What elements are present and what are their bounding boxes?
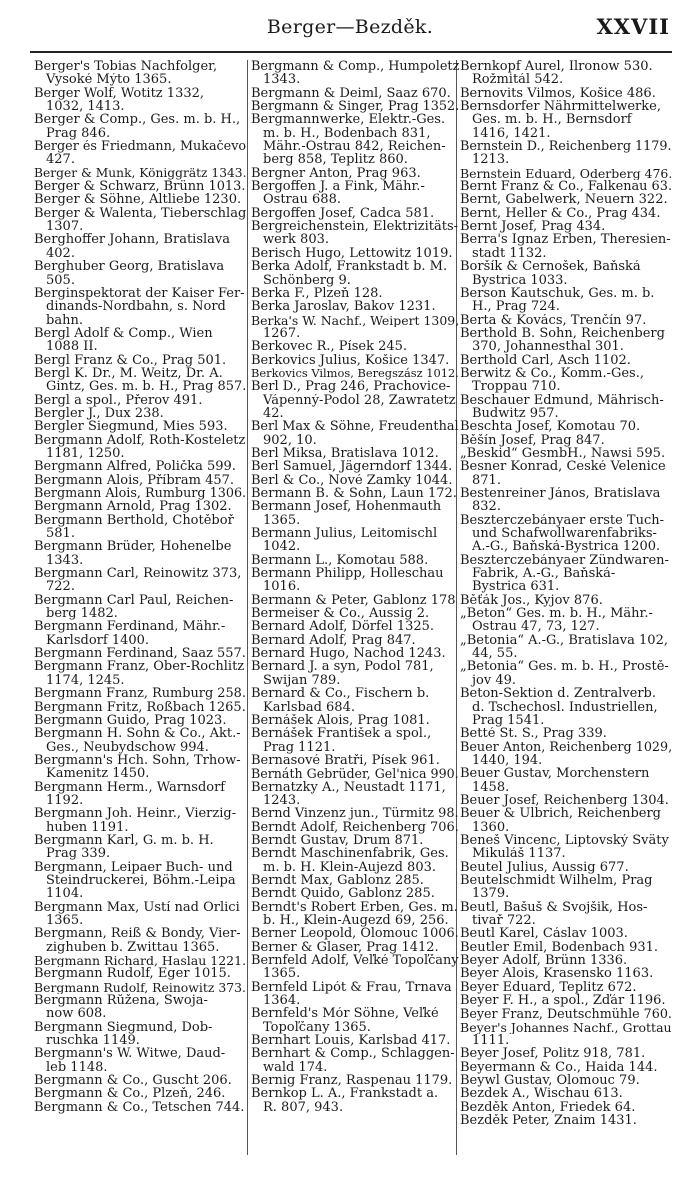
entry-line: Bergmann Herm., Warnsdorf: [34, 780, 226, 794]
entry-line: Berwitz & Co., Komm.-Ges.,: [460, 366, 644, 381]
entry-line: Bernt, Heller & Co., Prag 434.: [460, 206, 661, 221]
entry-line: Beuer Josef, Reichenberg 1304.: [460, 793, 669, 808]
entry-line: „Betonia“ Ges. m. b. H., Prostě-: [460, 660, 669, 674]
entry-line: Berger és Friedmann, Mukačevo: [34, 140, 246, 154]
entry-line: „Beskid“ GesmbH., Nawsi 595.: [460, 446, 666, 461]
directory-column-3: [460, 60, 672, 1128]
entry-continuation-line: 1343.: [263, 73, 301, 87]
entry-continuation-line: 1243.: [263, 793, 301, 808]
entry-continuation-line: 42.: [263, 406, 284, 421]
entry-line: Bergmann, Leipaer Buch- und: [34, 860, 233, 874]
entry-continuation-line: now 608.: [46, 1007, 107, 1021]
entry-line: Bergmann Berthold, Chotěboř: [34, 513, 234, 528]
entry-line: Bergmann Carl, Reinowitz 373,: [34, 567, 242, 581]
entry-line: Bernard & Co., Fischern b.: [251, 687, 430, 701]
entry-continuation-line: Prag 339.: [46, 847, 111, 861]
entry-line: Bergmann Arnold, Prag 1302.: [34, 500, 232, 514]
entry-line: Berl Miksa, Bratislava 1012.: [251, 446, 439, 461]
entry-line: Bergmann Guido, Prag 1023.: [34, 713, 227, 728]
entry-line: Bernsdorfer Nährmittelwerke,: [460, 100, 661, 114]
entry-line: Bergmann Franz, Rumburg 258.: [34, 687, 246, 701]
entry-continuation-line: Gintz, Ges. m. b. H., Prag 857.: [46, 380, 246, 394]
entry-line: Beszterczebányaer erste Tuch-: [460, 513, 665, 528]
entry-line: Beyermann & Co., Haida 144.: [460, 1060, 658, 1075]
entry-line: Beuer & Ulbrich, Reichenberg: [460, 807, 661, 821]
entry-continuation-line: 1042.: [263, 540, 301, 554]
page-header: [30, 12, 670, 52]
entry-continuation-line: R. 807, 943.: [263, 1100, 344, 1115]
entry-continuation-line: werk 803.: [263, 233, 329, 247]
entry-line: Berger's Tobias Nachfolger,: [34, 60, 218, 74]
entry-continuation-line: 1440, 194.: [472, 753, 543, 768]
entry-line: Berger & Comp., Ges. m. b. H.,: [34, 113, 241, 127]
entry-line: Bernard Adolf, Dörfel 1325.: [251, 620, 435, 634]
entry-line: Berta & Kovács, Trenčín 97.: [460, 313, 647, 327]
entry-line: Bermann Philipp, Holleschau: [251, 567, 444, 581]
entry-line: Berka Adolf, Frankstadt b. M.: [251, 260, 448, 274]
entry-continuation-line: Mikuláš 1137.: [472, 847, 566, 861]
entry-line: Bergmann Rudolf, Reinowitz 373.: [34, 980, 246, 995]
entry-continuation-line: Ostrau 688.: [263, 193, 341, 207]
entry-continuation-line: m. b. H., Bodenbach 831,: [263, 126, 431, 141]
entry-continuation-line: Prag 1541.: [472, 713, 545, 728]
entry-continuation-line: 1365.: [46, 914, 84, 928]
entry-line: Berkovics Vilmos, Beregszász 1012.: [251, 366, 459, 380]
entry-line: Bergmann Alois, Rumburg 1306.: [34, 487, 246, 501]
entry-line: Berkovics Julius, Košice 1347.: [251, 353, 450, 367]
entry-line: Berl & Co., Nové Zamky 1044.: [251, 473, 453, 487]
entry-line: Beyer Adolf, Brünn 1336.: [460, 954, 628, 968]
entry-continuation-line: Troppau 710.: [472, 380, 561, 394]
entry-continuation-line: Rožmitál 542.: [472, 73, 564, 87]
entry-line: Bernard Hugo, Nachod 1243.: [251, 647, 446, 661]
entry-line: Bernatzky A., Neustadt 1171,: [251, 780, 446, 794]
entry-continuation-line: m. b. H. Klein-Aujezd 803.: [263, 860, 436, 874]
entry-continuation-line: jov 49.: [472, 673, 517, 688]
entry-line: Beyer Alois, Krasensko 1163.: [460, 967, 654, 981]
entry-line: Bergmann Karl, G. m. b. H.: [34, 833, 214, 848]
entry-line: Bernt Josef, Prag 434.: [460, 220, 606, 234]
entry-line: Bernard J. a syn, Podol 781,: [251, 660, 434, 674]
entry-line: Bernáth Gebrüder, Gel'nica 990.: [251, 767, 459, 781]
entry-line: Berthold B. Sohn, Reichenberg: [460, 326, 665, 341]
entry-line: Bergmann & Co., Tetschen 744.: [34, 1100, 245, 1115]
entry-line: Besner Konrad, České Velenice: [460, 460, 666, 474]
entry-line: Beutler Emil, Bodenbach 931.: [460, 940, 659, 955]
entry-line: Bermann B. & Sohn, Laun 172.: [251, 487, 457, 501]
entry-line: Bergmann & Singer, Prag 1352.: [251, 100, 459, 114]
entry-line: Bezděk Peter, Znaim 1431.: [460, 1114, 637, 1128]
entry-continuation-line: 1365.: [263, 967, 301, 981]
entry-continuation-line: Ges., Neubydschow 994.: [46, 740, 209, 754]
entry-line: Bergmann Joh. Heinr., Vierzig-: [34, 807, 237, 821]
entry-line: Bergmann & Co., Guscht 206.: [34, 1074, 232, 1088]
entry-line: Berger & Munk, Königgrätz 1343.: [34, 166, 246, 180]
entry-line: Bernstein Eduard, Oderberg 476.: [460, 166, 672, 181]
entry-continuation-line: Mähr.-Ostrau 842, Reichen-: [263, 140, 446, 154]
directory-column-2: [251, 60, 459, 1114]
entry-line: Berger & Söhne, Altliebe 1230.: [34, 193, 242, 207]
entry-line: Berndt Quido, Gablonz 285.: [251, 887, 435, 901]
entry-continuation-line: Swijan 789.: [263, 673, 341, 688]
entry-line: Beyer F. H., a spol., Žďár 1196.: [460, 994, 666, 1008]
entry-line: Bernášek František a spol.,: [251, 727, 432, 741]
entry-line: Bernfeld Adolf, Veľké Topoľčany: [251, 954, 459, 968]
entry-line: Bergmann Carl Paul, Reichen-: [34, 593, 234, 608]
entry-line: Bergl K. Dr., M. Weitz, Dr. A.: [34, 366, 223, 381]
entry-line: Bernig Franz, Raspenau 1179.: [251, 1074, 453, 1088]
entry-line: Bermann L., Komotau 588.: [251, 553, 429, 568]
entry-line: Berger & Schwarz, Brünn 1013.: [34, 180, 246, 194]
entry-line: Bernfeld Lipót & Frau, Trnava: [251, 980, 452, 995]
entry-continuation-line: Vápenný-Podol 28, Zawratetz: [263, 393, 456, 407]
entry-line: Berndt Maschinenfabrik, Ges.: [251, 847, 449, 861]
entry-line: Berger & Walenta, Tieberschlag: [34, 206, 246, 221]
entry-continuation-line: Bystrica 631.: [472, 580, 560, 594]
entry-continuation-line: b. H., Klein-Augezd 69, 256.: [263, 914, 449, 928]
entry-continuation-line: Budwitz 957.: [472, 406, 559, 421]
entry-continuation-line: ruschka 1149.: [46, 1034, 140, 1048]
entry-continuation-line: wald 174.: [263, 1060, 328, 1075]
entry-line: Beneš Vincenc, Liptovský Sväty: [460, 833, 669, 848]
entry-line: Bergler Siegmund, Mies 593.: [34, 420, 228, 434]
entry-line: Bergmann & Deiml, Saaz 670.: [251, 86, 451, 101]
entry-continuation-line: berg 858, Teplitz 860.: [263, 153, 408, 167]
entry-continuation-line: 1379.: [472, 887, 510, 901]
entry-continuation-line: 871.: [472, 473, 501, 487]
entry-line: Bergmannwerke, Elektr.-Ges.: [251, 113, 446, 127]
entry-continuation-line: und Schafwollwarenfabriks-: [472, 527, 657, 541]
entry-line: Bernfeld's Mór Söhne, Veľké: [251, 1007, 439, 1021]
entry-continuation-line: 1307.: [46, 220, 84, 234]
entry-line: Bernovits Vilmos, Košice 486.: [460, 86, 656, 101]
entry-line: Bergmann & Comp., Humpoletz: [251, 60, 459, 74]
entry-line: Bergoffen Josef, Čadca 581.: [251, 206, 435, 221]
entry-continuation-line: 1181, 1250.: [46, 446, 125, 461]
entry-line: Berka F., Plzeň 128.: [251, 286, 383, 301]
entry-line: Berner Leopold, Olomouc 1006.: [251, 927, 459, 941]
entry-line: Bergmann Adolf, Roth-Kosteletz: [34, 433, 246, 447]
entry-line: Bergmann Richard, Haslau 1221.: [34, 954, 246, 968]
entry-line: Bernt Franz & Co., Falkenau 63.: [460, 180, 672, 194]
entry-line: Bergner Anton, Prag 963.: [251, 166, 421, 181]
entry-line: Berson Kautschuk, Ges. m. b.: [460, 286, 655, 301]
entry-line: Bernkopf Aurel, Ilronow 530.: [460, 60, 653, 74]
entry-line: Beszterczebányaer Zündwaren-: [460, 553, 669, 568]
entry-continuation-line: d. Tschechosl. Industriellen,: [472, 700, 658, 714]
entry-continuation-line: H., Prag 724.: [472, 300, 560, 314]
entry-line: Bernd Vinzenz jun., Türmitz 98.: [251, 807, 459, 821]
directory-column-1: [34, 60, 246, 1114]
entry-line: Bezdek A., Wischau 613.: [460, 1087, 623, 1101]
entry-continuation-line: 1416, 1421.: [472, 126, 551, 141]
entry-line: Beyer Josef, Politz 918, 781.: [460, 1047, 646, 1061]
entry-continuation-line: 1343.: [46, 553, 84, 568]
entry-continuation-line: zighuben b. Zwittau 1365.: [46, 940, 220, 955]
entry-line: Bernhart Louis, Karlsbad 417.: [251, 1034, 451, 1048]
entry-continuation-line: berg 1482.: [46, 607, 118, 621]
entry-continuation-line: bahn.: [46, 313, 83, 327]
entry-continuation-line: 1267.: [263, 326, 301, 341]
entry-line: Beyer's Johannes Nachf., Grottau: [460, 1020, 672, 1035]
entry-line: Bermann & Peter, Gablonz 178: [251, 593, 456, 608]
entry-line: Bergmann Alfred, Polička 599.: [34, 460, 236, 474]
entry-line: Bergoffen J. a Fink, Mähr.-: [251, 180, 425, 194]
entry-continuation-line: 1365.: [263, 513, 301, 528]
entry-line: Bergler J., Dux 238.: [34, 406, 164, 421]
entry-line: Berka's W. Nachf., Weipert 1309,: [251, 313, 459, 327]
entry-line: Beschta Josef, Komotau 70.: [460, 420, 641, 434]
entry-line: Beutelschmidt Wilhelm, Prag: [460, 873, 653, 888]
entry-continuation-line: Topoľčany 1365.: [263, 1020, 371, 1035]
entry-continuation-line: Karlsbad 684.: [263, 700, 355, 714]
entry-line: Bestenreiner János, Bratislava: [460, 487, 661, 501]
entry-line: Berginspektorat der Kaiser Fer-: [34, 286, 245, 301]
entry-line: Bermann Josef, Hohenmauth: [251, 500, 442, 514]
entry-continuation-line: 1032, 1413.: [46, 100, 125, 114]
entry-line: Bergmann Alois, Příbram 457.: [34, 473, 235, 487]
entry-line: Berl D., Prag 246, Prachovice-: [251, 380, 451, 394]
entry-continuation-line: Karlsdorf 1400.: [46, 633, 150, 648]
entry-continuation-line: 1174, 1245.: [46, 673, 125, 688]
entry-line: „Betonia“ A.-G., Bratislava 102,: [460, 633, 668, 648]
entry-line: Bergmann's W. Witwe, Daud-: [34, 1047, 226, 1061]
entry-line: Bergmann Siegmund, Dob-: [34, 1020, 213, 1035]
entry-line: Beutl Karel, Čáslav 1003.: [460, 927, 628, 941]
entry-continuation-line: 1104.: [46, 887, 84, 901]
entry-line: Berka Jaroslav, Bakov 1231.: [251, 300, 436, 314]
entry-line: Bernášek Alois, Prag 1081.: [251, 713, 430, 728]
entry-continuation-line: Fabrik, A.-G., Baňská-: [472, 567, 616, 581]
entry-line: Bermann Julius, Leitomischl: [251, 527, 438, 541]
entry-continuation-line: 44, 55.: [472, 647, 518, 661]
entry-continuation-line: 1088 II.: [46, 340, 98, 354]
entry-continuation-line: dinands-Nordbahn, s. Nord: [46, 300, 226, 314]
entry-line: Bergl a spol., Přerov 491.: [34, 393, 203, 407]
entry-continuation-line: huben 1191.: [46, 820, 129, 834]
entry-continuation-line: 722.: [46, 580, 75, 594]
header-rule: [30, 51, 672, 53]
entry-continuation-line: A.-G., Baňská-Bystrica 1200.: [472, 540, 661, 554]
entry-line: Bergl Adolf & Comp., Wien: [34, 326, 213, 341]
entry-continuation-line: Ges. m. b. H., Bernsdorf: [472, 113, 632, 127]
entry-line: Berger Wolf, Wotitz 1332,: [34, 86, 205, 101]
entry-line: Bernhart & Comp., Schlaggen-: [251, 1047, 455, 1061]
entry-line: Bergmann Ferdinand, Saaz 557.: [34, 647, 246, 661]
entry-line: Berl Samuel, Jägerndorf 1344.: [251, 460, 453, 474]
entry-continuation-line: Vysoké Mýto 1365.: [46, 73, 172, 87]
entry-line: Beutel Julius, Aussig 677.: [460, 860, 629, 874]
entry-continuation-line: 402.: [46, 246, 75, 261]
entry-line: Bernard Adolf, Prag 847.: [251, 633, 416, 648]
entry-line: Berndt's Robert Erben, Ges. m.: [251, 900, 458, 914]
entry-line: Beuer Gustav, Morchenstern: [460, 767, 650, 781]
entry-line: Beschauer Edmund, Mährisch-: [460, 393, 664, 407]
entry-line: Bergmann Brüder, Hohenelbe: [34, 540, 232, 554]
entry-continuation-line: 1111.: [472, 1034, 510, 1048]
entry-line: Bergl Franz & Co., Prag 501.: [34, 353, 227, 367]
entry-line: Bernkop L. A., Frankstadt a.: [251, 1087, 439, 1101]
entry-continuation-line: 832.: [472, 500, 501, 514]
entry-continuation-line: 581.: [46, 527, 75, 541]
entry-continuation-line: Schönberg 9.: [263, 273, 351, 287]
entry-line: Beyer Eduard, Teplitz 672.: [460, 980, 637, 995]
entry-continuation-line: 505.: [46, 273, 75, 287]
entry-line: Boršík & Černošek, Baňská: [460, 260, 641, 274]
entry-continuation-line: 1360.: [472, 820, 510, 834]
entry-continuation-line: Ostrau 47, 73, 127.: [472, 620, 600, 634]
entry-line: Bergmann & Co., Plzeň, 246.: [34, 1087, 226, 1101]
entry-line: Bergmann Růžena, Swoja-: [34, 994, 208, 1008]
entry-continuation-line: 370, Johannesthal 301.: [472, 340, 624, 354]
page-number: XXVII: [596, 14, 670, 39]
entry-continuation-line: 1016.: [263, 580, 301, 594]
entry-line: Bernstein D., Reichenberg 1179.: [460, 140, 672, 154]
entry-continuation-line: Steindruckerei, Böhm.-Leipa: [46, 873, 236, 888]
entry-continuation-line: Prag 1121.: [263, 740, 336, 754]
entry-line: Beywl Gustav, Olomouc 79.: [460, 1074, 640, 1088]
entry-line: Berghoffer Johann, Bratislava: [34, 233, 231, 247]
entry-line: Bergreichenstein, Elektrizitäts-: [251, 220, 459, 234]
entry-continuation-line: leb 1148.: [46, 1060, 108, 1075]
entry-continuation-line: 1458.: [472, 780, 510, 794]
entry-line: Berra's Ignaz Erben, Theresien-: [460, 233, 671, 247]
entry-line: „Beton“ Ges. m. b. H., Mähr.-: [460, 607, 653, 621]
entry-line: Beuer Anton, Reichenberg 1029,: [460, 740, 672, 754]
entry-continuation-line: 902, 10.: [263, 433, 317, 447]
entry-line: Bernt, Gabelwerk, Neuern 322.: [460, 193, 668, 207]
entry-line: Berthold Carl, Asch 1102.: [460, 353, 631, 367]
entry-continuation-line: 427.: [46, 153, 75, 167]
entry-line: Bergmann Ferdinand, Mähr.-: [34, 620, 226, 634]
entry-continuation-line: 1364.: [263, 994, 301, 1008]
entry-line: Berl Max & Söhne, Freudenthal: [251, 420, 459, 434]
entry-line: Berner & Glaser, Prag 1412.: [251, 940, 439, 955]
page-title: Berger—Bezděk.: [266, 16, 434, 38]
entry-line: Beutl, Bašuš & Svojšik, Hos-: [460, 900, 648, 914]
entry-continuation-line: Prag 846.: [46, 126, 111, 141]
entry-line: Bernasové Bratři, Písek 961.: [251, 753, 440, 768]
entry-line: Bezděk Anton, Friedek 64.: [460, 1100, 636, 1115]
entry-line: Bermeiser & Co., Aussig 2.: [251, 607, 430, 621]
entry-continuation-line: stadt 1132.: [472, 246, 547, 261]
entry-line: Bergmann's Hch. Sohn, Trhow-: [34, 753, 241, 768]
entry-continuation-line: 1213.: [472, 153, 510, 167]
entry-continuation-line: Bystrica 1033.: [472, 273, 568, 287]
entry-line: Berndt Gustav, Drum 871.: [251, 833, 424, 848]
entry-line: Berkovec R., Písek 245.: [251, 340, 408, 354]
entry-continuation-line: 1192.: [46, 793, 84, 808]
entry-line: Berndt Adolf, Reichenberg 706.: [251, 820, 459, 834]
entry-line: Berndt Max, Gablonz 285.: [251, 873, 424, 888]
entry-line: Berisch Hugo, Lettowitz 1019.: [251, 246, 453, 261]
entry-line: Bergmann Rudolf, Eger 1015.: [34, 967, 231, 981]
entry-line: Beyer Franz, Deutschmühle 760.: [460, 1007, 672, 1021]
column-divider: [247, 60, 248, 1155]
entry-line: Berghuber Georg, Bratislava: [34, 260, 225, 274]
entry-line: Bergmann Franz, Ober-Rochlitz: [34, 660, 245, 674]
entry-line: Běšín Josef, Prag 847.: [460, 433, 605, 447]
entry-line: Bergmann H. Sohn & Co., Akt.-: [34, 727, 241, 741]
entry-continuation-line: tivař 722.: [472, 914, 536, 928]
entry-line: Bergmann Fritz, Roßbach 1265.: [34, 700, 246, 714]
entry-line: Bergmann Max, Ústí nad Orlici: [34, 900, 240, 914]
entry-line: Bergmann, Reiß & Bondy, Vier-: [34, 927, 241, 941]
entry-line: Betté St. S., Prag 339.: [460, 727, 607, 741]
entry-line: Běťák Jos., Kyjov 876.: [460, 593, 603, 608]
entry-line: Beton-Sektion d. Zentralverb.: [460, 687, 656, 701]
entry-continuation-line: Kamenitz 1450.: [46, 767, 150, 781]
